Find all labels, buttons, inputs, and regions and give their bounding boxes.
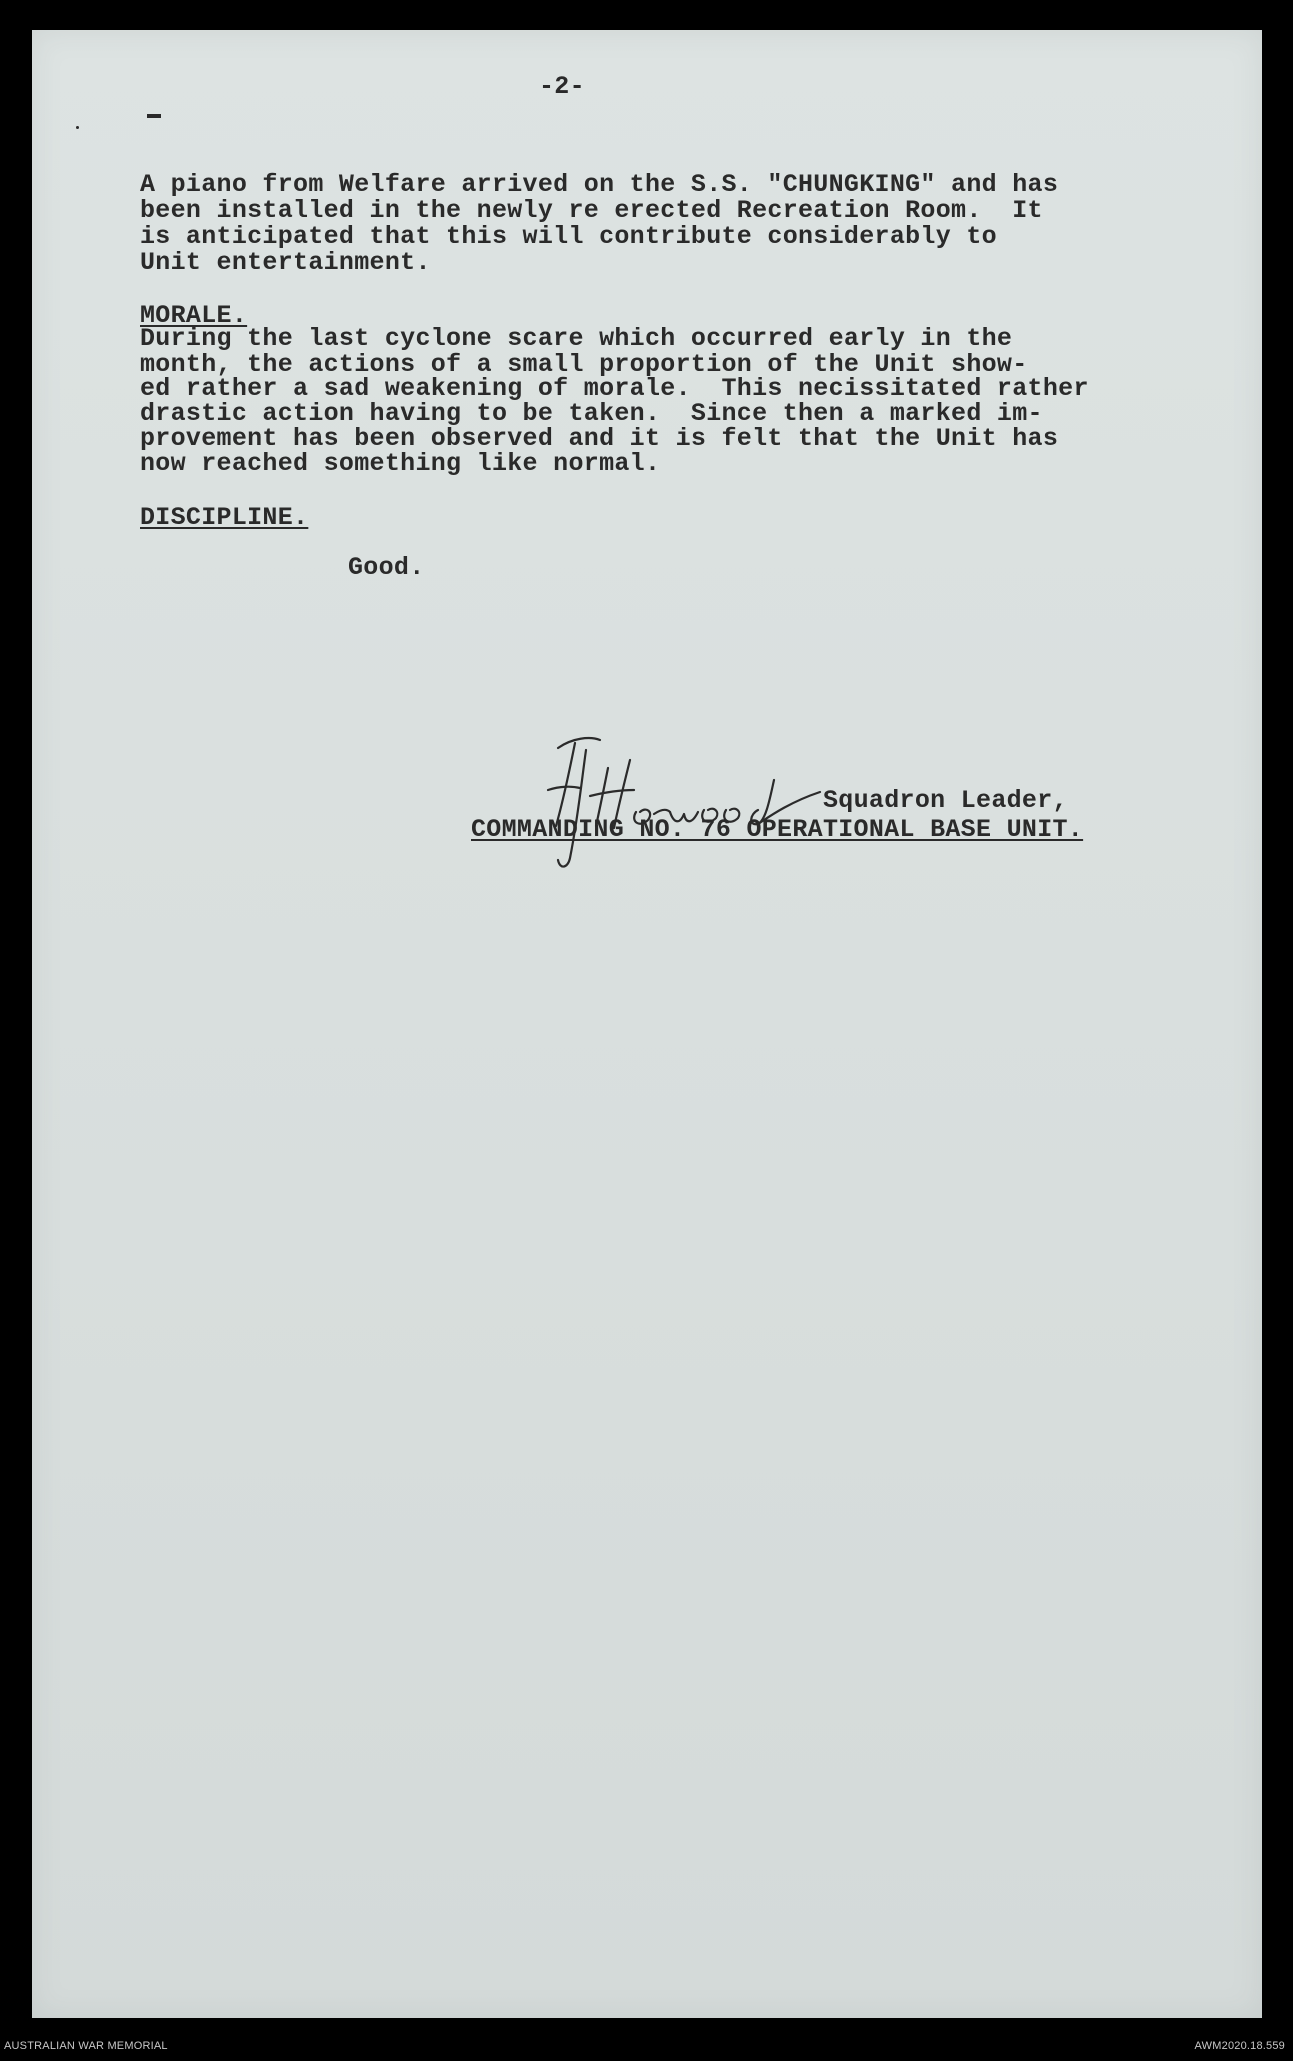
morale-line: month, the actions of a small proportion of the Unit show- <box>140 350 1028 379</box>
morale-line: During the last cyclone scare which occurred early in the <box>140 324 1013 353</box>
discipline-heading: DISCIPLINE. <box>140 503 309 532</box>
intro-line: A piano from Welfare arrived on the S.S. "CHUNGKING" and has <box>140 170 1059 199</box>
handwritten-signature <box>520 728 850 878</box>
morale-line: provement has been observed and it is felt that the Unit has <box>140 424 1059 453</box>
morale-heading: MORALE. <box>140 301 248 330</box>
stray-mark <box>147 114 161 118</box>
intro-line: Unit entertainment. <box>140 248 431 277</box>
intro-line: is anticipated that this will contribute considerably to <box>140 222 997 251</box>
morale-line: drastic action having to be taken. Since then a marked im- <box>140 399 1043 428</box>
page-number: -2- <box>539 72 585 101</box>
footer-institution: AUSTRALIAN WAR MEMORIAL <box>4 2040 168 2052</box>
signatory-unit: COMMANDING NO. 76 OPERATIONAL BASE UNIT. <box>471 815 1084 844</box>
stray-mark <box>76 126 79 129</box>
morale-line: now reached something like normal. <box>140 449 661 478</box>
discipline-text: Good. <box>348 553 425 582</box>
intro-line: been installed in the newly re erected Recreation Room. It <box>140 196 1043 225</box>
footer-reference: AWM2020.18.559 <box>1194 2040 1285 2052</box>
signatory-title: Squadron Leader, <box>823 786 1068 815</box>
morale-line: ed rather a sad weakening of morale. This necissitated rather <box>140 374 1089 403</box>
